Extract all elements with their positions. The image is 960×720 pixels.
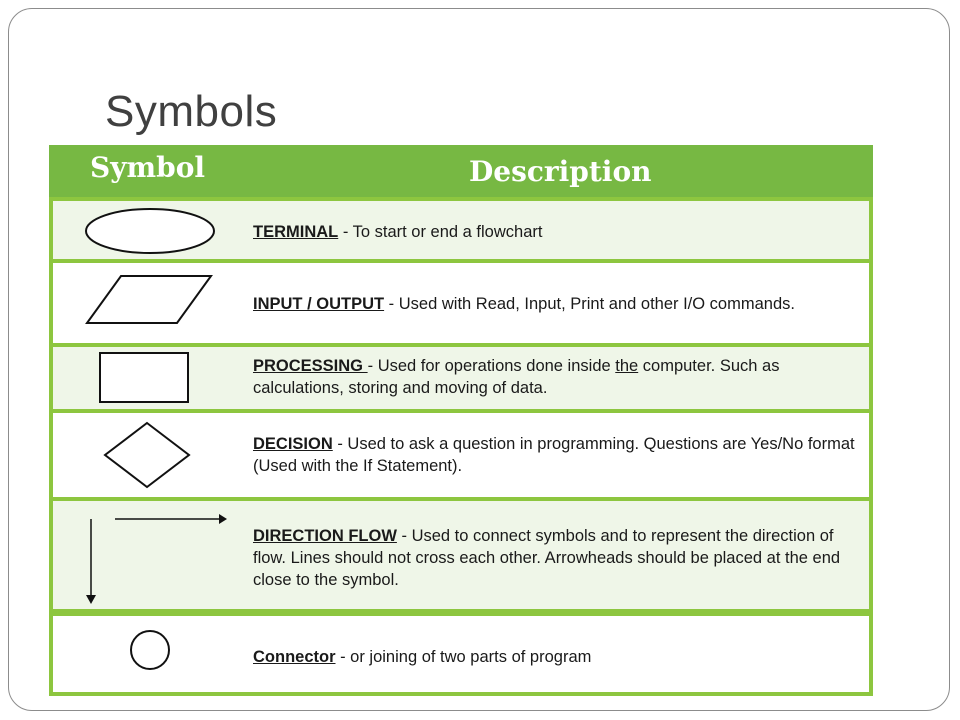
table-row-processing: [53, 347, 869, 409]
symbols-table: [49, 145, 873, 696]
terminal-oval-icon: [53, 201, 237, 259]
terminal-text: - To start or end a flowchart: [338, 223, 543, 241]
input-output-description: [253, 293, 859, 315]
header-description: Description: [469, 155, 652, 188]
processing-description: [253, 355, 859, 399]
table-row-direction-flow: [53, 501, 869, 609]
row-divider: [53, 409, 869, 411]
table-row-connector: [53, 616, 869, 692]
row-divider: [53, 259, 869, 261]
circle-icon: [53, 616, 237, 692]
term-input-output: INPUT / OUTPUT: [253, 295, 385, 313]
processing-text-before: - Used for operations done inside: [367, 357, 616, 375]
terminal-symbol-cell: [53, 201, 237, 259]
table-row-terminal: [53, 201, 869, 259]
connector-description: [253, 646, 859, 668]
terminal-description: [253, 221, 859, 243]
slide-title: Symbols: [105, 87, 278, 136]
term-processing: PROCESSING: [253, 357, 368, 375]
direction-flow-symbol-cell: [53, 501, 237, 609]
arrow-icon: [53, 501, 237, 609]
processing-text-underlined: the: [615, 357, 639, 375]
header-symbol: Symbol: [90, 151, 206, 184]
term-direction-flow: DIRECTION FLOW: [253, 527, 397, 545]
term-decision: DECISION: [253, 435, 333, 453]
diamond-icon: [53, 413, 237, 497]
direction-flow-description: [253, 525, 859, 591]
input-output-text: - Used with Read, Input, Print and other I/O commands.: [384, 295, 795, 313]
input-output-symbol-cell: [53, 263, 237, 343]
term-terminal: TERMINAL: [253, 223, 339, 241]
row-divider: [53, 609, 869, 611]
decision-symbol-cell: [53, 413, 237, 497]
row-divider: [53, 497, 869, 499]
row-divider: [53, 343, 869, 345]
term-connector: Connector: [253, 648, 336, 666]
processing-text-after: computer. Such as calculations, storing and moving of data.: [253, 357, 780, 397]
connector-symbol-cell: [53, 616, 237, 692]
connector-text: - or joining of two parts of program: [335, 648, 592, 666]
decision-description: [253, 433, 859, 477]
table-header: [49, 145, 873, 197]
slide: [8, 8, 950, 711]
row-divider: [53, 613, 869, 614]
decision-text: - Used to ask a question in programming. Questions are Yes/No format (Used with the If Statement).: [253, 435, 855, 475]
table-row-decision: [53, 413, 869, 497]
processing-symbol-cell: [53, 347, 237, 409]
direction-flow-text: - Used to connect symbols and to represent the direction of flow. Lines should not cross each other. Arrowheads should be placed at the end close to the symbol.: [253, 527, 841, 589]
rectangle-icon: [53, 347, 237, 409]
table-row-input-output: [53, 263, 869, 343]
parallelogram-icon: [53, 263, 237, 343]
